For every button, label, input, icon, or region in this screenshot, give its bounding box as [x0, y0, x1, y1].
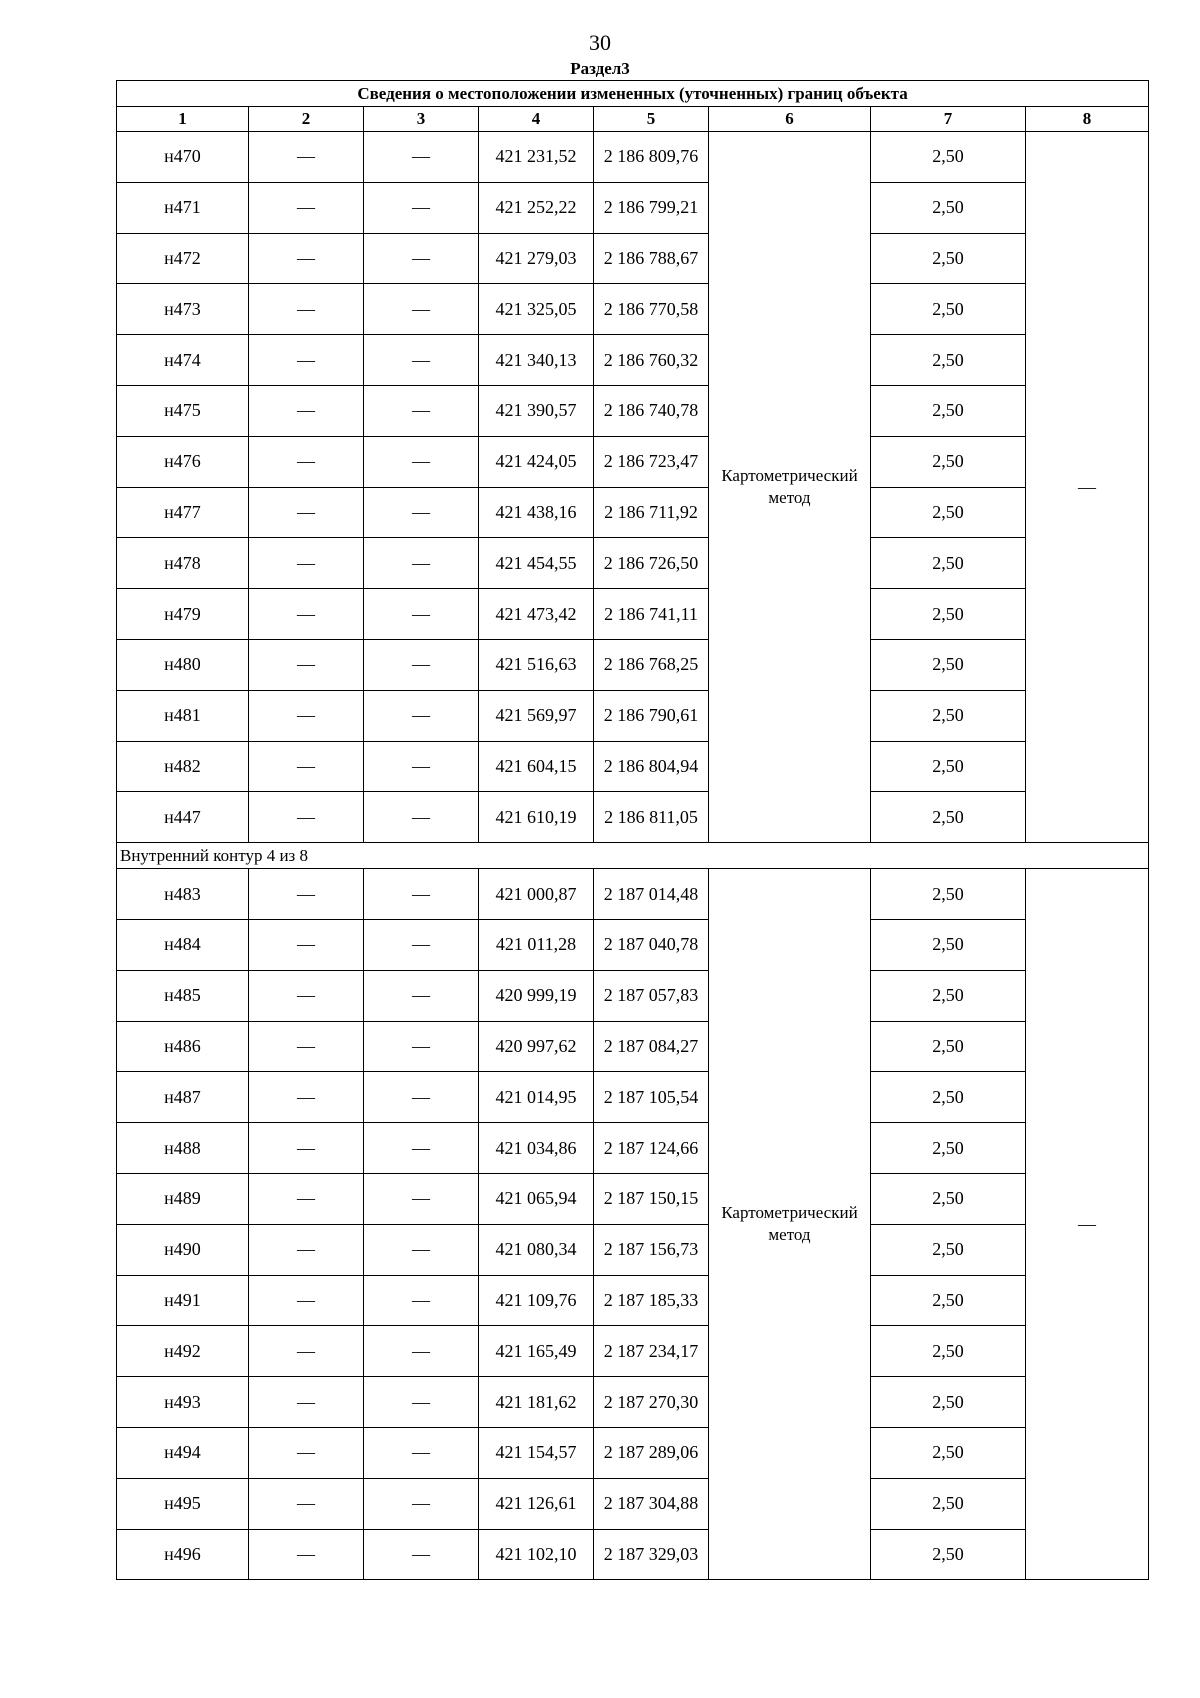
x-coordinate-cell: 421 181,62	[479, 1377, 594, 1428]
table-row	[117, 970, 1149, 1021]
col2-cell: —	[249, 919, 364, 970]
point-cell: н494	[117, 1427, 249, 1478]
accuracy-cell: 2,50	[871, 792, 1026, 843]
col3-cell: —	[364, 233, 479, 284]
col2-cell: —	[249, 1123, 364, 1174]
col2-cell: —	[249, 869, 364, 920]
point-cell: н490	[117, 1224, 249, 1275]
table-row	[117, 1021, 1149, 1072]
col3-cell: —	[364, 538, 479, 589]
y-coordinate-cell: 2 187 084,27	[594, 1021, 709, 1072]
table-row	[117, 639, 1149, 690]
x-coordinate-cell: 421 109,76	[479, 1275, 594, 1326]
y-coordinate-cell: 2 187 289,06	[594, 1427, 709, 1478]
col2-cell: —	[249, 335, 364, 386]
table-row	[117, 132, 1149, 183]
table-row	[117, 385, 1149, 436]
y-coordinate-cell: 2 186 723,47	[594, 436, 709, 487]
y-coordinate-cell: 2 187 057,83	[594, 970, 709, 1021]
table-row	[117, 1072, 1149, 1123]
col3-cell: —	[364, 1377, 479, 1428]
col2-cell: —	[249, 182, 364, 233]
col8-cell: —	[1026, 869, 1149, 1580]
x-coordinate-cell: 420 997,62	[479, 1021, 594, 1072]
y-coordinate-cell: 2 187 270,30	[594, 1377, 709, 1428]
accuracy-cell: 2,50	[871, 1123, 1026, 1174]
table-row	[117, 1123, 1149, 1174]
boundary-table	[116, 80, 1149, 1580]
accuracy-cell: 2,50	[871, 741, 1026, 792]
col3-cell: —	[364, 1326, 479, 1377]
x-coordinate-cell: 420 999,19	[479, 970, 594, 1021]
col3-cell: —	[364, 1224, 479, 1275]
col2-cell: —	[249, 487, 364, 538]
point-cell: н484	[117, 919, 249, 970]
x-coordinate-cell: 421 102,10	[479, 1529, 594, 1580]
y-coordinate-cell: 2 186 740,78	[594, 385, 709, 436]
accuracy-cell: 2,50	[871, 1224, 1026, 1275]
col3-cell: —	[364, 970, 479, 1021]
y-coordinate-cell: 2 187 156,73	[594, 1224, 709, 1275]
point-cell: н489	[117, 1173, 249, 1224]
col3-cell: —	[364, 1478, 479, 1529]
col3-cell: —	[364, 284, 479, 335]
col3-cell: —	[364, 1427, 479, 1478]
x-coordinate-cell: 421 065,94	[479, 1173, 594, 1224]
x-coordinate-cell: 421 165,49	[479, 1326, 594, 1377]
col2-cell: —	[249, 589, 364, 640]
x-coordinate-cell: 421 454,55	[479, 538, 594, 589]
col2-cell: —	[249, 1377, 364, 1428]
accuracy-cell: 2,50	[871, 538, 1026, 589]
point-cell: н479	[117, 589, 249, 640]
col3-cell: —	[364, 385, 479, 436]
col2-cell: —	[249, 385, 364, 436]
accuracy-cell: 2,50	[871, 233, 1026, 284]
method-cell: Картометрический метод	[709, 869, 871, 1580]
x-coordinate-cell: 421 011,28	[479, 919, 594, 970]
x-coordinate-cell: 421 390,57	[479, 385, 594, 436]
accuracy-cell: 2,50	[871, 869, 1026, 920]
accuracy-cell: 2,50	[871, 589, 1026, 640]
accuracy-cell: 2,50	[871, 1021, 1026, 1072]
col2-cell: —	[249, 970, 364, 1021]
table-row	[117, 1427, 1149, 1478]
x-coordinate-cell: 421 252,22	[479, 182, 594, 233]
col2-cell: —	[249, 538, 364, 589]
y-coordinate-cell: 2 187 304,88	[594, 1478, 709, 1529]
x-coordinate-cell: 421 438,16	[479, 487, 594, 538]
table-row	[117, 690, 1149, 741]
x-coordinate-cell: 421 516,63	[479, 639, 594, 690]
table-row	[117, 487, 1149, 538]
accuracy-cell: 2,50	[871, 919, 1026, 970]
y-coordinate-cell: 2 186 770,58	[594, 284, 709, 335]
point-cell: н477	[117, 487, 249, 538]
y-coordinate-cell: 2 186 809,76	[594, 132, 709, 183]
col2-cell: —	[249, 1275, 364, 1326]
point-cell: н475	[117, 385, 249, 436]
col3-cell: —	[364, 487, 479, 538]
point-cell: н483	[117, 869, 249, 920]
y-coordinate-cell: 2 187 124,66	[594, 1123, 709, 1174]
point-cell: н481	[117, 690, 249, 741]
table-row	[117, 1377, 1149, 1428]
y-coordinate-cell: 2 186 760,32	[594, 335, 709, 386]
y-coordinate-cell: 2 187 234,17	[594, 1326, 709, 1377]
table-row	[117, 182, 1149, 233]
accuracy-cell: 2,50	[871, 1427, 1026, 1478]
y-coordinate-cell: 2 187 014,48	[594, 869, 709, 920]
point-cell: н492	[117, 1326, 249, 1377]
x-coordinate-cell: 421 473,42	[479, 589, 594, 640]
accuracy-cell: 2,50	[871, 690, 1026, 741]
column-header: 2	[249, 107, 364, 132]
x-coordinate-cell: 421 424,05	[479, 436, 594, 487]
table-row	[117, 436, 1149, 487]
col2-cell: —	[249, 233, 364, 284]
table-caption: Сведения о местоположении измененных (уточненных) границ объекта	[117, 81, 1149, 107]
table-row	[117, 869, 1149, 920]
table-row	[117, 233, 1149, 284]
point-cell: н470	[117, 132, 249, 183]
accuracy-cell: 2,50	[871, 436, 1026, 487]
accuracy-cell: 2,50	[871, 1326, 1026, 1377]
x-coordinate-cell: 421 569,97	[479, 690, 594, 741]
accuracy-cell: 2,50	[871, 1377, 1026, 1428]
accuracy-cell: 2,50	[871, 639, 1026, 690]
col3-cell: —	[364, 1275, 479, 1326]
col2-cell: —	[249, 690, 364, 741]
table-body	[117, 132, 1149, 1580]
x-coordinate-cell: 421 610,19	[479, 792, 594, 843]
col2-cell: —	[249, 792, 364, 843]
column-header: 6	[709, 107, 871, 132]
x-coordinate-cell: 421 080,34	[479, 1224, 594, 1275]
y-coordinate-cell: 2 186 768,25	[594, 639, 709, 690]
x-coordinate-cell: 421 325,05	[479, 284, 594, 335]
col3-cell: —	[364, 1021, 479, 1072]
x-coordinate-cell: 421 014,95	[479, 1072, 594, 1123]
col2-cell: —	[249, 1021, 364, 1072]
y-coordinate-cell: 2 187 150,15	[594, 1173, 709, 1224]
table-row	[117, 741, 1149, 792]
column-header: 1	[117, 107, 249, 132]
col3-cell: —	[364, 132, 479, 183]
table-row	[117, 1275, 1149, 1326]
point-cell: н486	[117, 1021, 249, 1072]
accuracy-cell: 2,50	[871, 182, 1026, 233]
point-cell: н491	[117, 1275, 249, 1326]
point-cell: н476	[117, 436, 249, 487]
y-coordinate-cell: 2 187 185,33	[594, 1275, 709, 1326]
col2-cell: —	[249, 1224, 364, 1275]
column-header: 5	[594, 107, 709, 132]
table-row	[117, 589, 1149, 640]
point-cell: н480	[117, 639, 249, 690]
point-cell: н487	[117, 1072, 249, 1123]
col3-cell: —	[364, 335, 479, 386]
col2-cell: —	[249, 436, 364, 487]
table-row	[117, 1326, 1149, 1377]
accuracy-cell: 2,50	[871, 385, 1026, 436]
accuracy-cell: 2,50	[871, 487, 1026, 538]
x-coordinate-cell: 421 604,15	[479, 741, 594, 792]
y-coordinate-cell: 2 187 040,78	[594, 919, 709, 970]
x-coordinate-cell: 421 279,03	[479, 233, 594, 284]
table-row	[117, 1224, 1149, 1275]
y-coordinate-cell: 2 187 105,54	[594, 1072, 709, 1123]
col3-cell: —	[364, 589, 479, 640]
point-cell: н488	[117, 1123, 249, 1174]
col3-cell: —	[364, 1173, 479, 1224]
point-cell: н473	[117, 284, 249, 335]
x-coordinate-cell: 421 340,13	[479, 335, 594, 386]
accuracy-cell: 2,50	[871, 970, 1026, 1021]
x-coordinate-cell: 421 231,52	[479, 132, 594, 183]
accuracy-cell: 2,50	[871, 1072, 1026, 1123]
table-row	[117, 1173, 1149, 1224]
point-cell: н447	[117, 792, 249, 843]
y-coordinate-cell: 2 186 804,94	[594, 741, 709, 792]
contour-label-row	[117, 843, 1149, 869]
col2-cell: —	[249, 1529, 364, 1580]
point-cell: н474	[117, 335, 249, 386]
column-header: 8	[1026, 107, 1149, 132]
table-row	[117, 538, 1149, 589]
accuracy-cell: 2,50	[871, 1275, 1026, 1326]
col2-cell: —	[249, 1427, 364, 1478]
table-row	[117, 284, 1149, 335]
y-coordinate-cell: 2 186 741,11	[594, 589, 709, 640]
table-row	[117, 1529, 1149, 1580]
col3-cell: —	[364, 1529, 479, 1580]
y-coordinate-cell: 2 186 799,21	[594, 182, 709, 233]
page-number: 30	[589, 30, 611, 55]
col2-cell: —	[249, 1173, 364, 1224]
col3-cell: —	[364, 919, 479, 970]
accuracy-cell: 2,50	[871, 132, 1026, 183]
accuracy-cell: 2,50	[871, 1529, 1026, 1580]
column-header: 7	[871, 107, 1026, 132]
point-cell: н471	[117, 182, 249, 233]
col2-cell: —	[249, 1072, 364, 1123]
table-row	[117, 1478, 1149, 1529]
col2-cell: —	[249, 132, 364, 183]
col3-cell: —	[364, 436, 479, 487]
point-cell: н482	[117, 741, 249, 792]
y-coordinate-cell: 2 186 711,92	[594, 487, 709, 538]
y-coordinate-cell: 2 186 811,05	[594, 792, 709, 843]
point-cell: н478	[117, 538, 249, 589]
y-coordinate-cell: 2 186 726,50	[594, 538, 709, 589]
point-cell: н495	[117, 1478, 249, 1529]
point-cell: н472	[117, 233, 249, 284]
x-coordinate-cell: 421 126,61	[479, 1478, 594, 1529]
column-header: 3	[364, 107, 479, 132]
method-cell: Картометрический метод	[709, 132, 871, 843]
section-title: Раздел3	[570, 59, 630, 78]
col3-cell: —	[364, 869, 479, 920]
x-coordinate-cell: 421 034,86	[479, 1123, 594, 1174]
column-header: 4	[479, 107, 594, 132]
col3-cell: —	[364, 639, 479, 690]
x-coordinate-cell: 421 154,57	[479, 1427, 594, 1478]
col8-cell: —	[1026, 132, 1149, 843]
col2-cell: —	[249, 741, 364, 792]
col2-cell: —	[249, 284, 364, 335]
y-coordinate-cell: 2 186 790,61	[594, 690, 709, 741]
col3-cell: —	[364, 1072, 479, 1123]
col3-cell: —	[364, 690, 479, 741]
col2-cell: —	[249, 1478, 364, 1529]
point-cell: н493	[117, 1377, 249, 1428]
y-coordinate-cell: 2 187 329,03	[594, 1529, 709, 1580]
table-row	[117, 335, 1149, 386]
col2-cell: —	[249, 1326, 364, 1377]
col3-cell: —	[364, 1123, 479, 1174]
accuracy-cell: 2,50	[871, 335, 1026, 386]
y-coordinate-cell: 2 186 788,67	[594, 233, 709, 284]
column-header-row	[117, 107, 1149, 132]
point-cell: н485	[117, 970, 249, 1021]
col3-cell: —	[364, 182, 479, 233]
x-coordinate-cell: 421 000,87	[479, 869, 594, 920]
accuracy-cell: 2,50	[871, 284, 1026, 335]
table-row	[117, 919, 1149, 970]
col2-cell: —	[249, 639, 364, 690]
accuracy-cell: 2,50	[871, 1478, 1026, 1529]
col3-cell: —	[364, 741, 479, 792]
table-row	[117, 792, 1149, 843]
contour-label: Внутренний контур 4 из 8	[117, 843, 1149, 869]
col3-cell: —	[364, 792, 479, 843]
accuracy-cell: 2,50	[871, 1173, 1026, 1224]
point-cell: н496	[117, 1529, 249, 1580]
